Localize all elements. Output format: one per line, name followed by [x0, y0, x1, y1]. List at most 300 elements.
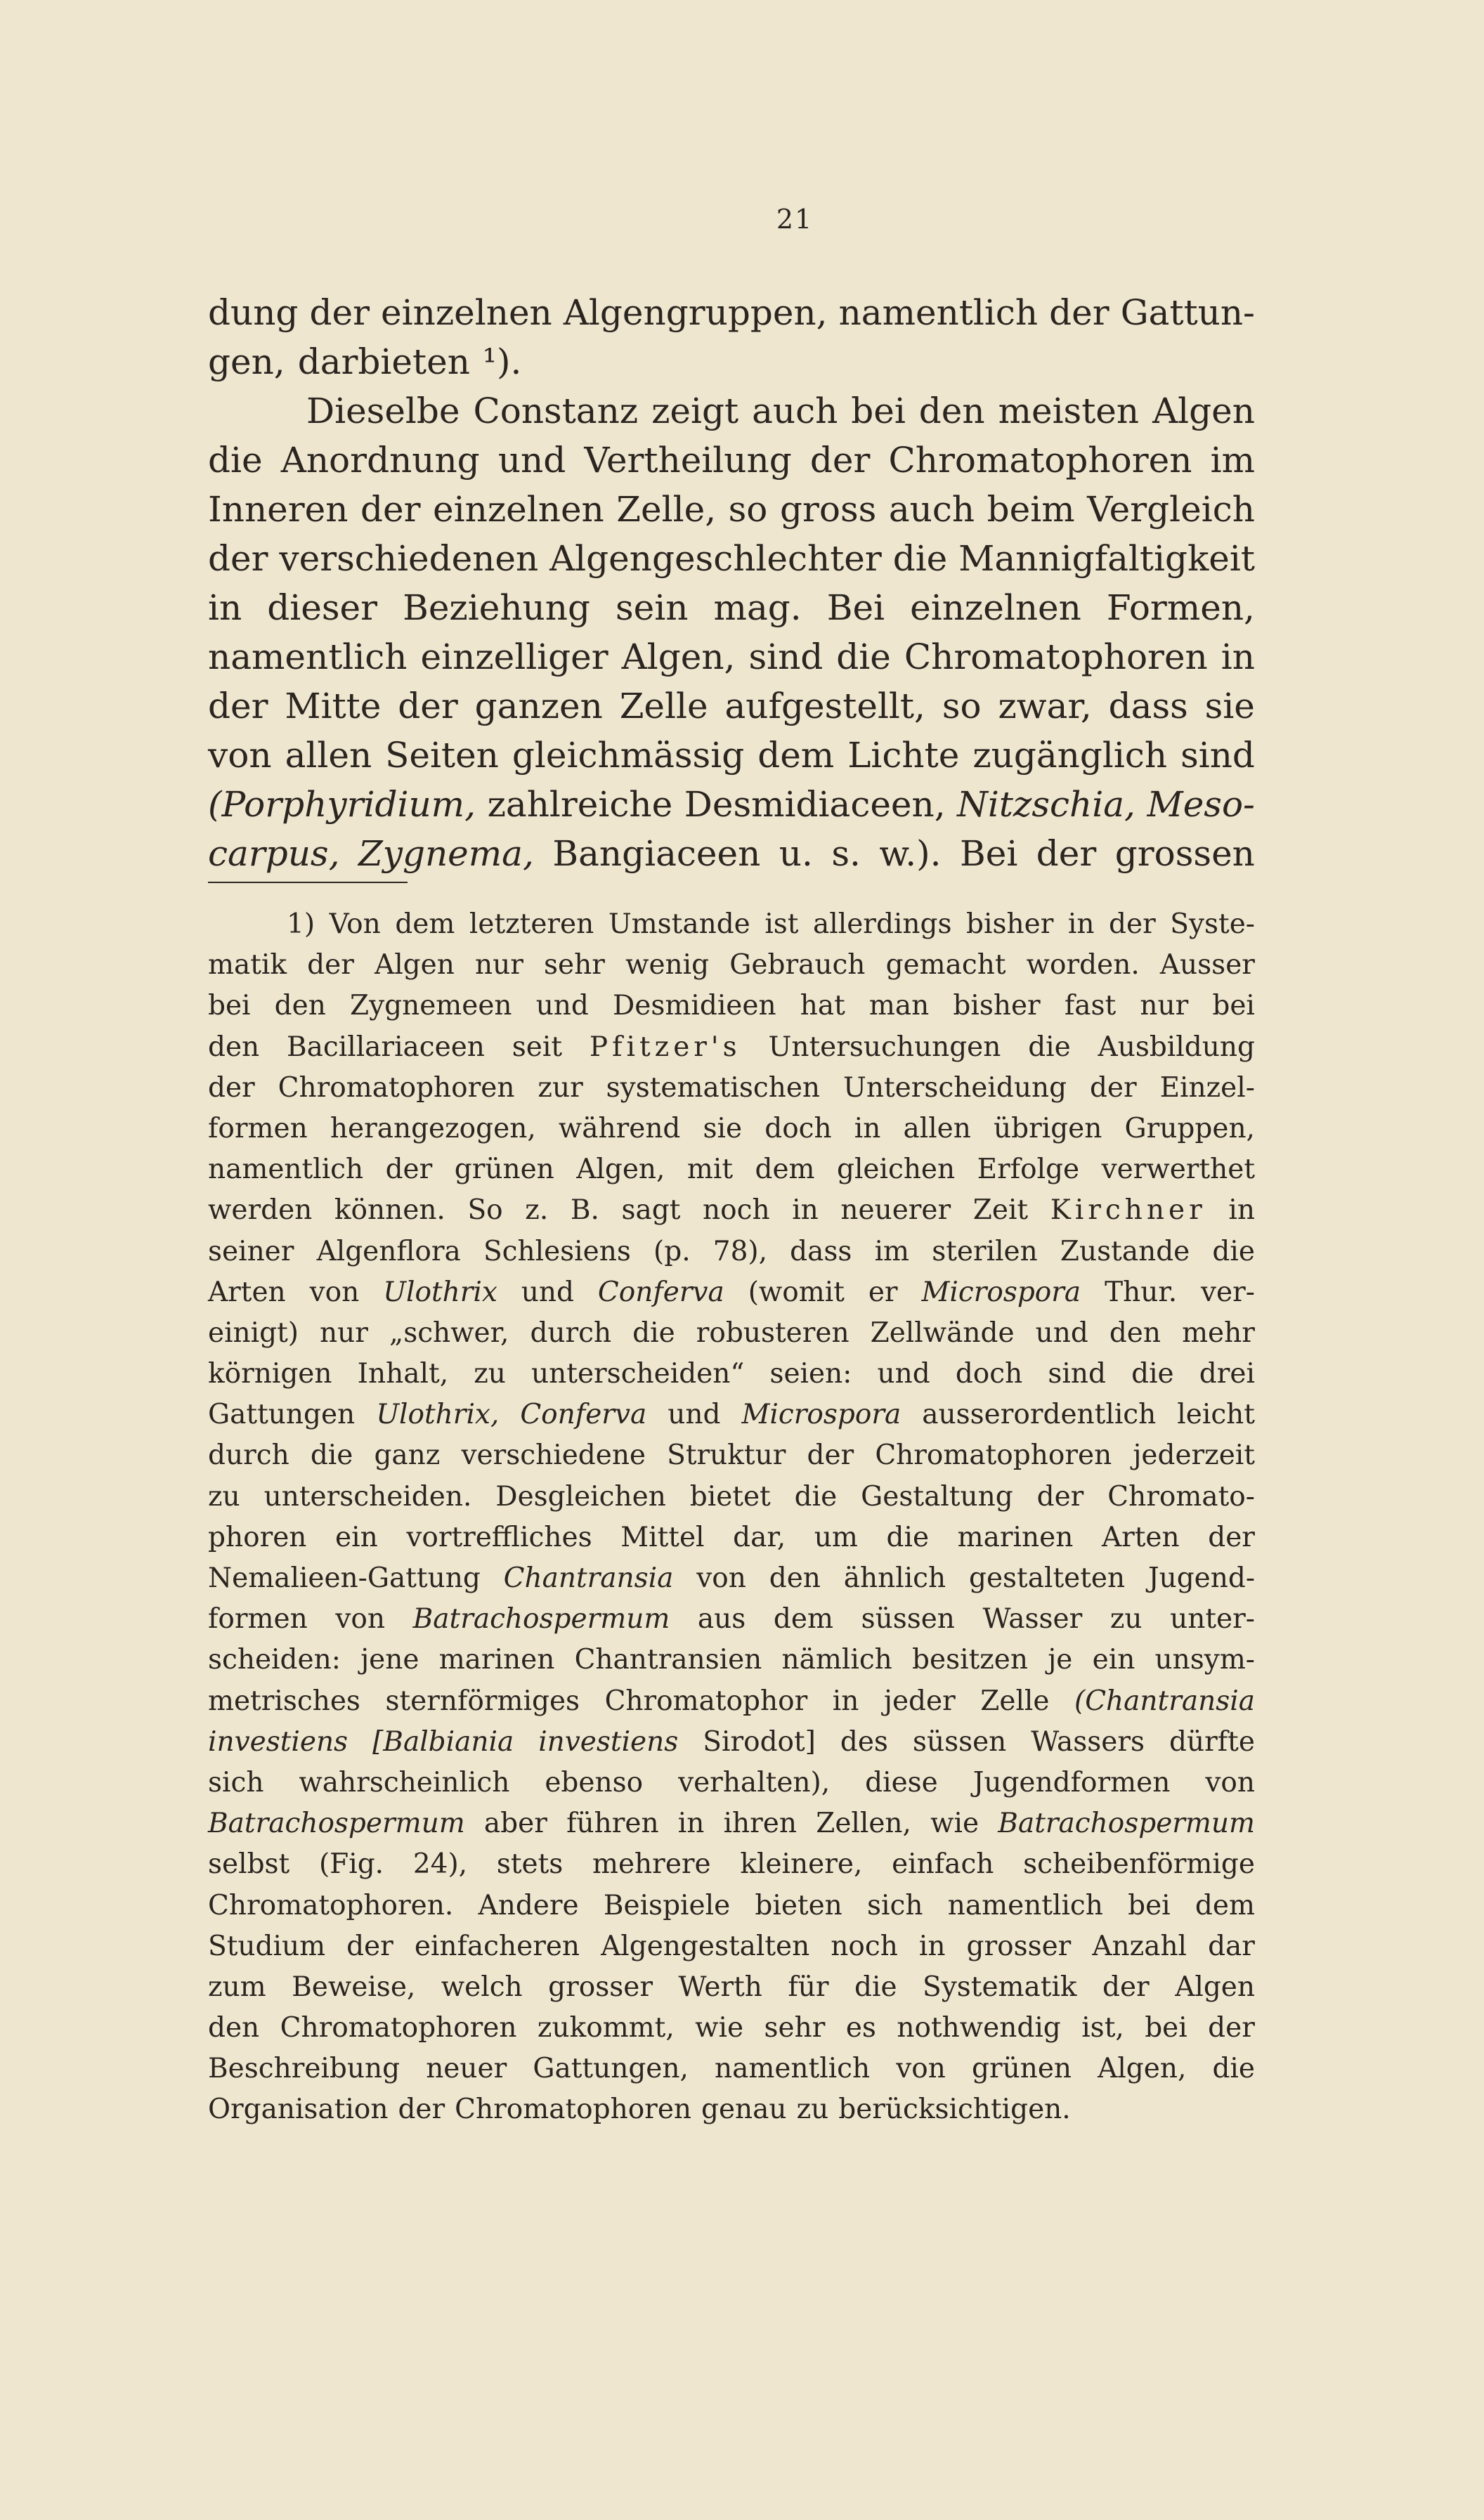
footnote-line: [208, 1844, 1255, 1885]
word: darbieten: [297, 341, 470, 382]
word: Arten: [1101, 1521, 1180, 1553]
word: grosser: [548, 1971, 653, 2003]
word: allen: [903, 1112, 971, 1144]
word: Nemalieen-Gattung: [208, 1562, 481, 1594]
word: mehrere: [592, 1848, 711, 1881]
word: dem: [757, 735, 835, 776]
word: Lichte: [847, 735, 960, 776]
word: Anordnung: [280, 440, 480, 481]
word: ebenso: [545, 1766, 644, 1798]
word: Desgleichen: [495, 1480, 666, 1513]
word: Sirodot]: [703, 1725, 816, 1758]
word: sie: [1204, 686, 1255, 726]
word: Chromato-: [1107, 1480, 1255, 1513]
word: der: [385, 1154, 433, 1186]
body-text: [208, 288, 1255, 878]
word: können.: [334, 1194, 445, 1227]
word: neuer: [426, 2053, 507, 2085]
word: und: [668, 1399, 721, 1431]
word: dem: [755, 1154, 815, 1186]
word: in: [1067, 908, 1095, 940]
footnote-line: [208, 904, 1255, 945]
word: Anzahl: [1092, 1930, 1187, 1962]
word: Beispiele: [603, 1889, 731, 1921]
word: Zelle,: [616, 489, 717, 530]
word: ausserordentlich: [922, 1399, 1157, 1431]
word: unter-: [1170, 1603, 1255, 1636]
word: Jugendformen: [972, 1766, 1171, 1798]
word: mit: [686, 1154, 734, 1186]
word: einigt): [208, 1317, 299, 1349]
word: Ausbildung: [1098, 1031, 1255, 1063]
word: Einzel-: [1159, 1071, 1255, 1104]
word: der: [1208, 1521, 1255, 1553]
word: in: [792, 1194, 819, 1227]
word: Gebrauch: [729, 949, 866, 981]
page-number: 21: [776, 204, 814, 235]
word: zu: [474, 1358, 506, 1390]
footnote-line: [208, 1435, 1255, 1476]
word: wahrscheinlich: [299, 1766, 510, 1798]
word: Beweise,: [292, 1971, 416, 2003]
word: in: [918, 1930, 946, 1962]
footnote-line: [208, 2049, 1255, 2089]
word: dass: [790, 1235, 852, 1267]
body-line: [208, 681, 1255, 731]
word: Bacillariaceen: [287, 1031, 485, 1063]
word: bieten: [755, 1889, 842, 1921]
word: ähnlich: [843, 1562, 946, 1594]
word: ein: [1092, 1644, 1135, 1676]
word: Gestaltung: [861, 1480, 1013, 1513]
word: dass: [1108, 686, 1188, 726]
word: dürfte: [1169, 1725, 1255, 1758]
word: Syste-: [1170, 908, 1255, 940]
word: Inneren: [208, 489, 349, 530]
word: Andere: [478, 1889, 579, 1921]
word: die: [1028, 1031, 1071, 1063]
word: seien:: [769, 1358, 852, 1390]
word: bei: [208, 990, 251, 1022]
word: der: [307, 949, 354, 981]
footnote-line: [208, 1886, 1255, 1926]
word: dieser: [267, 587, 378, 628]
footnote-line: [208, 1558, 1255, 1599]
word: matik: [208, 949, 287, 981]
footnote-line: [208, 1272, 1255, 1313]
word: scheiden:: [208, 1644, 341, 1676]
footnote-line: [208, 986, 1255, 1026]
body-line: [208, 288, 1255, 337]
word: Zygnema,: [358, 833, 534, 874]
word: die: [310, 1439, 353, 1472]
word: jeder: [883, 1685, 956, 1717]
word: durch: [208, 1439, 289, 1472]
word: sternförmiges: [385, 1685, 580, 1717]
footnote-line: [208, 1027, 1255, 1068]
word: Chromatophoren.: [208, 1889, 454, 1921]
word: (Chantransia: [1074, 1685, 1255, 1717]
word: formen: [208, 1112, 308, 1144]
word: einfacheren: [414, 1930, 580, 1962]
footnote-block: [208, 904, 1255, 2131]
word: grossen: [1114, 833, 1255, 874]
word: Algen,: [1098, 2053, 1187, 2085]
word: zahlreiche: [487, 784, 673, 825]
word: von: [1205, 1766, 1255, 1798]
word: von: [208, 735, 272, 776]
word: robusteren: [696, 1317, 850, 1349]
word: kleinere,: [740, 1848, 863, 1881]
word: marinen: [957, 1521, 1074, 1553]
word: um: [814, 1521, 858, 1553]
word: drei: [1199, 1358, 1255, 1390]
word: Zeit: [972, 1194, 1029, 1227]
word: Ulothrix,: [376, 1399, 500, 1431]
word: in: [208, 587, 242, 628]
word: Algen: [1175, 1971, 1255, 2003]
word: beim: [987, 489, 1075, 530]
word: sind: [1048, 1358, 1106, 1390]
word: die: [1212, 1235, 1255, 1267]
word: werden: [208, 1194, 313, 1227]
word: jene: [360, 1644, 419, 1676]
footnote-line: [208, 945, 1255, 986]
word: die: [836, 636, 891, 677]
word: übrigen: [994, 1112, 1102, 1144]
word: bei: [1128, 1889, 1171, 1921]
body-line: [208, 731, 1255, 780]
word: der: [1036, 1480, 1084, 1513]
word: wie: [695, 2012, 744, 2044]
word: der: [360, 489, 421, 530]
word: für: [788, 1971, 829, 2003]
word: Zustande: [1060, 1235, 1190, 1267]
word: Chantransia: [503, 1562, 674, 1594]
word: die: [208, 440, 263, 481]
word: Gattungen: [208, 1399, 356, 1431]
word: sterilen: [932, 1235, 1038, 1267]
word: Zelle: [980, 1685, 1050, 1717]
word: Kirchner: [1050, 1194, 1206, 1227]
word: Vergleich: [1087, 489, 1255, 530]
word: allerdings: [813, 908, 952, 940]
word: den: [208, 1031, 260, 1063]
word: ist: [764, 908, 799, 940]
word: investiens: [208, 1725, 349, 1758]
word: letzteren: [469, 908, 594, 940]
word: Meso-: [1147, 784, 1255, 825]
word: gleichmässig: [512, 735, 745, 776]
word: gemacht: [885, 949, 1006, 981]
word: u.: [779, 833, 813, 874]
word: der: [208, 686, 268, 726]
word: dar: [1208, 1930, 1255, 1962]
word: (p.: [653, 1235, 691, 1267]
footnote-line: [208, 1395, 1255, 1435]
word: einzelnen: [381, 292, 552, 333]
body-line: [208, 386, 1255, 436]
body-line: [208, 485, 1255, 534]
word: verhalten),: [678, 1766, 831, 1798]
word: in: [832, 1685, 859, 1717]
word: wenig: [625, 949, 710, 981]
word: er: [868, 1276, 898, 1308]
word: je: [1048, 1644, 1073, 1676]
word: Bei: [960, 833, 1018, 874]
word: Algen,: [576, 1154, 665, 1186]
word: den: [274, 990, 326, 1022]
word: Formen,: [1106, 587, 1255, 628]
word: in: [677, 1808, 705, 1840]
word: durch: [530, 1317, 612, 1349]
word: sie: [703, 1112, 743, 1144]
word: und: [521, 1276, 574, 1308]
word: diese: [865, 1766, 938, 1798]
word: fast: [1064, 990, 1117, 1022]
word: der: [1089, 1071, 1137, 1104]
word: der: [1049, 292, 1109, 333]
word: Constanz: [473, 391, 639, 431]
word: die: [886, 1521, 930, 1553]
word: Wasser: [982, 1603, 1083, 1636]
word: Chromatophoren: [904, 636, 1208, 677]
word: unterscheiden“: [531, 1358, 745, 1390]
word: auch: [888, 489, 975, 530]
word: aufgestellt,: [724, 686, 925, 726]
word: neuerer: [840, 1194, 951, 1227]
word: nur: [475, 949, 523, 981]
footnote-line: [208, 1763, 1255, 1803]
word: 1): [287, 908, 315, 940]
word: den: [208, 2012, 260, 2044]
word: zwar,: [998, 686, 1092, 726]
word: namentlich: [838, 292, 1039, 333]
word: marinen: [438, 1644, 555, 1676]
word: worden.: [1026, 949, 1140, 981]
word: Chromatophoren: [875, 1439, 1112, 1472]
word: Thur.: [1105, 1276, 1178, 1308]
word: investiens: [538, 1725, 679, 1758]
word: seiner: [208, 1235, 294, 1267]
word: Bangiaceen: [552, 833, 761, 874]
footnote-line: [208, 1926, 1255, 1967]
word: Beschreibung: [208, 2053, 401, 2085]
word: Batrachospermum: [208, 1808, 465, 1840]
word: die: [1131, 1358, 1174, 1390]
word: einzelnen: [910, 587, 1081, 628]
word: Zygnemeen: [349, 990, 512, 1022]
word: hat: [800, 990, 845, 1022]
word: und: [535, 990, 589, 1022]
word: Inhalt,: [357, 1358, 449, 1390]
word: im: [874, 1235, 910, 1267]
word: Struktur: [667, 1439, 786, 1472]
word: in: [854, 1112, 881, 1144]
word: Gattun-: [1120, 292, 1255, 333]
word: den: [1109, 1317, 1161, 1349]
word: Seiten: [385, 735, 499, 776]
word: süssen: [912, 1725, 1007, 1758]
footnote-line: [208, 1354, 1255, 1395]
word: zu: [208, 1480, 240, 1513]
word: Nitzschia,: [957, 784, 1135, 825]
word: Studium: [208, 1930, 326, 1962]
body-line: [208, 829, 1255, 878]
word: ist,: [1081, 2012, 1124, 2044]
word: aber: [483, 1808, 547, 1840]
word: Gruppen,: [1124, 1112, 1255, 1144]
word: der: [1102, 1971, 1150, 2003]
word: jederzeit: [1133, 1439, 1255, 1472]
footnote-line: [208, 2008, 1255, 2049]
word: Dieselbe: [306, 391, 460, 431]
footnote-line: [208, 1232, 1255, 1272]
footnote-line: [208, 1599, 1255, 1640]
word: Unterscheidung: [842, 1071, 1067, 1104]
word: Mitte: [285, 686, 382, 726]
word: ¹).: [482, 341, 522, 382]
word: formen: [208, 1603, 308, 1636]
word: namentlich: [208, 1154, 364, 1186]
word: Algengruppen,: [563, 292, 828, 333]
word: Zellwände: [870, 1317, 1015, 1349]
word: doch: [955, 1358, 1023, 1390]
word: phoren: [208, 1521, 307, 1553]
footnote-line: [208, 1681, 1255, 1722]
body-line: [208, 632, 1255, 681]
word: Ulothrix: [383, 1276, 497, 1308]
word: auch: [752, 391, 838, 431]
word: namentlich: [208, 636, 408, 677]
word: Desmidiaceen,: [684, 784, 946, 825]
word: sehr: [544, 949, 605, 981]
word: dem: [1195, 1889, 1255, 1921]
word: meisten: [998, 391, 1140, 431]
word: s.: [831, 833, 861, 874]
word: ganz: [374, 1439, 441, 1472]
word: sich: [208, 1766, 264, 1798]
word: von: [696, 1562, 746, 1594]
word: nur: [320, 1317, 368, 1349]
word: B.: [570, 1194, 599, 1227]
word: namentlich: [947, 1889, 1103, 1921]
word: bei: [851, 391, 906, 431]
word: (Porphyridium,: [208, 784, 476, 825]
word: Schlesiens: [483, 1235, 631, 1267]
word: (womit: [748, 1276, 845, 1308]
word: leicht: [1177, 1399, 1255, 1431]
word: noch: [831, 1930, 898, 1962]
word: Vertheilung: [584, 440, 792, 481]
word: Chromatophoren: [888, 440, 1192, 481]
word: in: [1221, 636, 1255, 677]
word: ihren: [723, 1808, 798, 1840]
word: dar,: [733, 1521, 786, 1553]
word: selbst: [208, 1848, 290, 1881]
word: noch: [703, 1194, 770, 1227]
body-line: [208, 337, 1255, 386]
word: bietet: [689, 1480, 771, 1513]
word: der: [1036, 833, 1097, 874]
word: Umstande: [608, 908, 750, 940]
word: doch: [764, 1112, 832, 1144]
word: der: [809, 440, 871, 481]
footnote-line: [208, 1190, 1255, 1231]
word: sich: [867, 1889, 923, 1921]
word: einfach: [892, 1848, 994, 1881]
body-line: [208, 583, 1255, 632]
word: scheibenförmige: [1023, 1848, 1255, 1881]
footnote-line: [208, 1068, 1255, 1109]
word: bisher: [966, 908, 1054, 940]
word: Conferva: [597, 1276, 724, 1308]
word: stets: [496, 1848, 564, 1881]
word: Mannigfaltigkeit: [958, 538, 1255, 579]
word: (Fig.: [318, 1848, 384, 1881]
word: bei: [1145, 2012, 1187, 2044]
word: sein: [616, 587, 689, 628]
word: Microspora: [921, 1276, 1081, 1308]
word: grosser: [966, 1930, 1072, 1962]
word: Algengeschlechter: [549, 538, 882, 579]
word: Mittel: [620, 1521, 705, 1553]
word: mehr: [1182, 1317, 1255, 1349]
word: mag.: [713, 587, 802, 628]
footnote-line: [208, 1149, 1255, 1190]
word: einzelliger: [420, 636, 608, 677]
word: ver-: [1201, 1276, 1255, 1308]
word: Algen: [375, 949, 455, 981]
word: Untersuchungen: [768, 1031, 1001, 1063]
word: zugänglich: [972, 735, 1168, 776]
word: metrisches: [208, 1685, 360, 1717]
body-line: [208, 780, 1255, 829]
word: Jugend-: [1147, 1562, 1255, 1594]
word: man: [868, 990, 930, 1022]
footnote-divider: [208, 882, 408, 883]
word: in: [1228, 1194, 1255, 1227]
word: Chantransien: [574, 1644, 762, 1676]
word: körnigen: [208, 1358, 332, 1390]
word: besitzen: [912, 1644, 1028, 1676]
word: zu: [796, 2094, 829, 2126]
word: Zelle: [619, 686, 708, 726]
word: Conferva: [520, 1399, 647, 1431]
word: der: [346, 1930, 393, 1962]
word: der: [1208, 2012, 1255, 2044]
word: des: [840, 1725, 888, 1758]
word: gleichen: [836, 1154, 956, 1186]
word: seit: [512, 1031, 562, 1063]
word: carpus,: [208, 833, 340, 874]
word: nämlich: [781, 1644, 892, 1676]
word: verwerthet: [1101, 1154, 1255, 1186]
word: Algen,: [621, 636, 736, 677]
word: nothwendig: [897, 2012, 1061, 2044]
word: dem: [773, 1603, 833, 1636]
footnote-line: [208, 1313, 1255, 1354]
word: Batrachospermum: [412, 1603, 670, 1636]
word: Desmidieen: [613, 990, 776, 1022]
word: Gattungen,: [533, 2053, 689, 2085]
word: die: [1212, 2053, 1255, 2085]
word: Microspora: [741, 1399, 902, 1431]
word: Wassers: [1031, 1725, 1145, 1758]
word: der: [398, 2094, 445, 2126]
footnote-line: [208, 1640, 1255, 1680]
word: der: [208, 538, 268, 579]
